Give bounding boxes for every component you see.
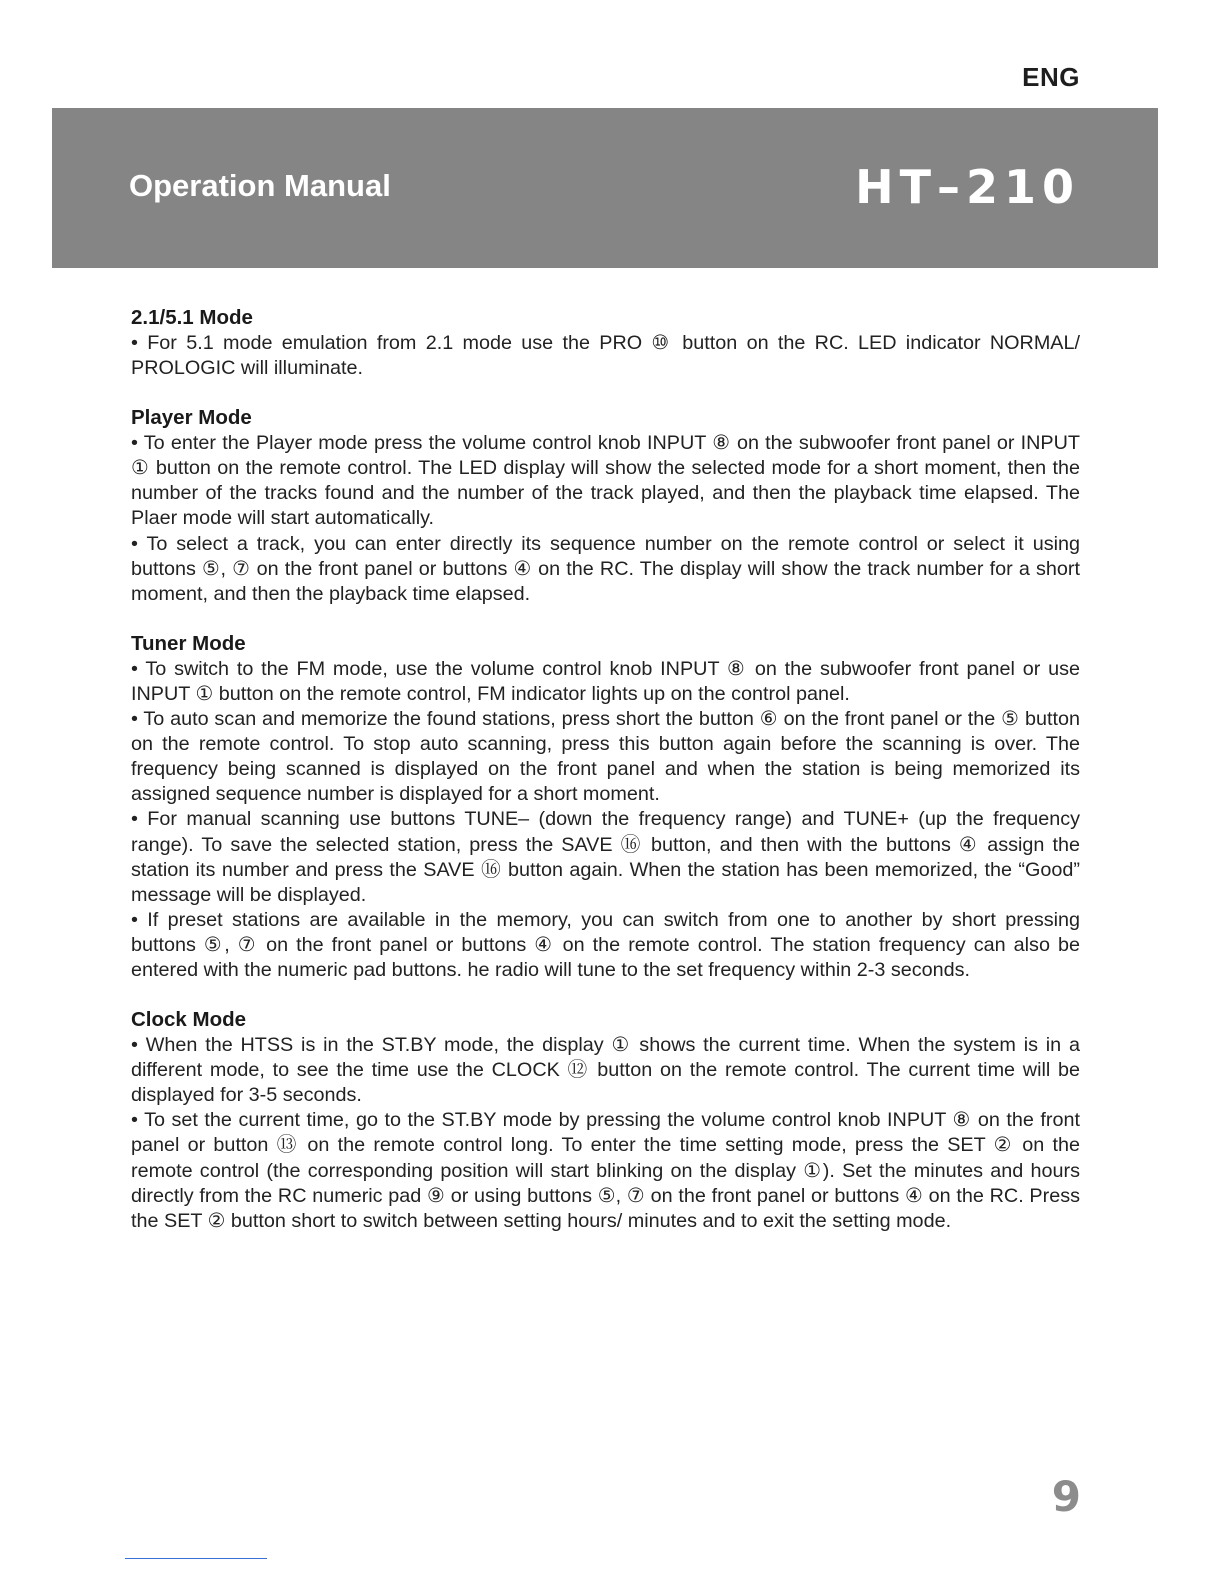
- section-paragraph: • If preset stations are available in the memory, you can switch from one to another by short pressing buttons ⑤, ⑦ on the front panel or buttons ④ on the remote control. The station frequency can also be entered with the numeric pad buttons. he radio will tune to the set frequency within 2-3 seconds.: [131, 908, 1080, 981]
- section-paragraph: • To auto scan and memorize the found stations, press short the button ⑥ on the front panel or the ⑤ button on the remote control. To stop auto scanning, press this button again before the scanning is over. The frequency being scanned is displayed on the front panel and when the station is being memorized its assigned sequence number is displayed for a short moment.: [131, 708, 1080, 806]
- section-heading: Player Mode: [131, 406, 252, 430]
- manual-content: [131, 305, 1080, 1258]
- section-paragraph: • To switch to the FM mode, use the volume control knob INPUT ⑧ on the subwoofer front panel or use INPUT ① button on the remote control, FM indicator lights up on the control panel.: [131, 657, 1080, 705]
- manual-title: Operation Manual: [129, 168, 391, 203]
- page-number: 9: [1051, 1472, 1081, 1521]
- section-paragraph: • To set the current time, go to the ST.BY mode by pressing the volume control knob INPUT ⑧ on the front panel or button ⑬ on the remote control long. To enter the time setting mode, press the SET ② on the remote control (the corresponding position will start blinking on the display ①). Set the minutes and hours directly from the RC numeric pad ⑨ or using buttons ⑤, ⑦ on the front panel or buttons ④ on the RC. Press the SET ② button short to switch between setting hours/ minutes and to exit the setting mode.: [131, 1109, 1080, 1232]
- section-paragraph: • When the HTSS is in the ST.BY mode, the display ① shows the current time. When the system is in a different mode, to see the time use the CLOCK ⑫ button on the remote control. The current time will be displayed for 3-5 seconds.: [131, 1034, 1080, 1107]
- language-label: ENG: [1022, 62, 1080, 92]
- section-paragraph: • To enter the Player mode press the volume control knob INPUT ⑧ on the subwoofer front panel or INPUT ① button on the remote control. The LED display will show the selected mode for a short moment, then the number of the tracks found and the number of the track played, and then the playback time elapsed. The Plaer mode will start automatically.: [131, 432, 1080, 530]
- section-heading: 2.1/5.1 Mode: [131, 306, 253, 329]
- section-paragraph: • For manual scanning use buttons TUNE– (down the frequency range) and TUNE+ (up the frequency range). To save the selected station, press the SAVE ⑯ button, and then with the buttons ④ assign the station its number and press the SAVE ⑯ button again. When the station has been memorized, the “Good” message will be displayed.: [131, 808, 1080, 906]
- section-paragraph: • For 5.1 mode emulation from 2.1 mode use the PRO ⑩ button on the RC. LED indicator NORMAL/ PROLOGIC will illuminate.: [131, 332, 1080, 380]
- model-name: HT–210: [855, 160, 1080, 214]
- section-heading: Tuner Mode: [131, 631, 246, 655]
- header-banner: [52, 108, 1158, 268]
- section-2-1-5-1-mode: [131, 305, 1080, 381]
- section-heading: Clock Mode: [131, 1008, 247, 1032]
- section-tuner-mode: [131, 631, 1080, 983]
- section-clock-mode: [131, 1007, 1080, 1234]
- section-paragraph: • To select a track, you can enter directly its sequence number on the remote control or select it using buttons ⑤, ⑦ on the front panel or buttons ④ on the RC. The display will show the track number for a short moment, and then the playback time elapsed.: [131, 532, 1080, 605]
- section-player-mode: [131, 405, 1080, 607]
- footer-divider: [125, 1558, 267, 1559]
